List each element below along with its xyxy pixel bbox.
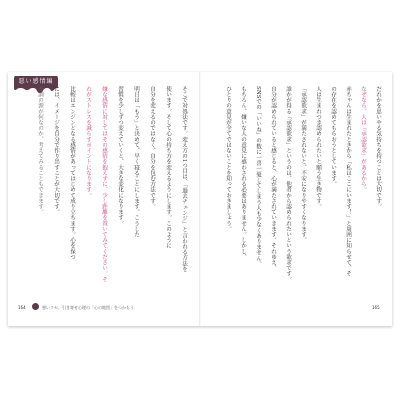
right-text-column: 人は生まれつき認められたいと願う生き物です。: [315, 86, 321, 210]
right-text-column: 赤ちゃんは生まれたときから「私はここにいます！」と周囲に知らせて、そ: [345, 86, 351, 277]
left-text-column: そこで対処法です。変え方の1つ目は、「過去チェンジ」と言われる方法を: [181, 86, 187, 272]
right-text-column: 誰かが得る「承認欲求」というのは、他者から認められたいという欲求です。: [285, 86, 291, 282]
left-text-column: には、イメージを自分で作り出すことが大切です。: [53, 86, 59, 215]
left-text-column: 使います。そして心の持ち方を変えるようにします。このように: [165, 86, 171, 249]
left-text-column: 明日は「もう」と決めて、早く寝ることにします。こうした: [133, 86, 139, 238]
right-text-column: もちろん、嫌いな人の意見に惑わされる必要はありません。しかし、: [240, 86, 246, 260]
left-text-column: 自分を変えるのではなく、自分を包む方法です。: [149, 86, 155, 210]
running-footer: 悪いクセ、引き寄せ心理の「心の地図」をつかもう: [42, 305, 134, 310]
right-text-column: なぜなら、人は「承認欲求」があるから。: [360, 86, 366, 193]
right-text-column: 自分が認められていると感じると、心が満たされていきます。それゆえ、: [270, 86, 276, 271]
book-spread: [8, 72, 392, 326]
right-text-column: だれかを思いやる気持ちを持つことは大切です。: [375, 86, 381, 210]
right-text-column: の存在を認めてもらおうとしています。: [330, 86, 336, 187]
page-number-right: 165: [372, 305, 380, 310]
footer-bullet-icon: [32, 303, 39, 310]
left-text-column: れがストレスを減らすポイントになります。: [85, 86, 91, 198]
left-text-column: 嫌な感情に対してはその感情を抱えずに、少し距離を置いてみてください。そ: [101, 86, 107, 282]
left-text-column: 不調の源が何なのか、考えてみることもできます。: [37, 86, 43, 215]
section-heading: 悪い感情編: [18, 78, 54, 85]
right-text-column: ひとりの意見が全てではないことを知っておきましょう。: [225, 86, 231, 232]
gutter: [199, 72, 201, 326]
right-text-column: 「承認欲求」が満たされないと、不安になりやすくなります。: [300, 86, 306, 243]
left-text-column: 習慣を少しずつ変えていくと、大きな変化になります。: [117, 86, 123, 226]
left-text-column: 比較はエンジンとなる感情があってはじめて成り立ちます。心を保つ: [69, 86, 75, 260]
right-text-column: SNSでの「いいね」の数に一喜一憂してしまう人も少なくありません。: [255, 86, 261, 267]
page-number-left: 164: [18, 305, 26, 310]
